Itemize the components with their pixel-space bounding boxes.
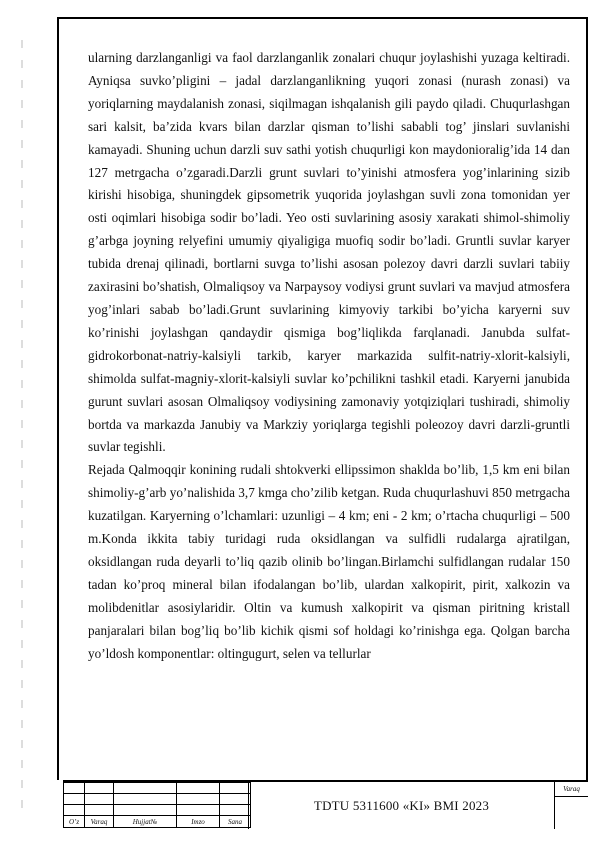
paragraph-2: Rejada Qalmoqqir konining rudali shtokverki ellipssimon shaklda bo’lib, 1,5 km eni bilan shimoliy-g’arb yo’nalishida 3,7 kmga cho’zilib ketgan. Ruda chuqurlashuvi 850 metrgacha kuzatilgan. Karyerning o’lchamlari: uzunligi – 4 km; eni - 2 km; o’rtacha chuqurligi – 500 m.Konda ikkita tabiy turidagi ruda oksidlangan va sulfidli rudalarga ajratilgan, oksidlangan ruda deyarli to’liq qazib olinib bo’lingan.Birlamchi sulfidlangan rudalar 150 tadan ko’proq mineral bilan ifodalangan bo’lib, ulardan xalkopirit, pirit, xalkozin va molibdenitlar asosiylaridir. Oltin va kumush xalkopirit va qisman piritning kristall panjaralari bilan bog’liq bo’lib kichik qismi sof holdagi ko’rinishga ega. Qolgan barcha yo’ldosh komponentlar: oltingugurt, selen va tellurlar [88, 462, 570, 661]
document-code-title: TDTU 5311600 «KI» BMI 2023 [248, 782, 555, 829]
binding-margin-dashes [0, 0, 40, 842]
label-varaq: Varaq [85, 816, 114, 828]
revision-table [63, 782, 251, 828]
sheet-number [555, 797, 588, 829]
sheet-label: Varaq [555, 782, 588, 797]
label-sana: Sana [220, 816, 251, 828]
sheet-number-box [555, 782, 588, 829]
label-oz: O’z [64, 816, 85, 828]
document-body [88, 47, 570, 665]
title-block [63, 780, 588, 829]
paragraph-1: ularning darzlanganligi va faol darzlanganlik zonalari chuqur joylashishi yuzaga keltiradi. Ayniqsa suvko’pligini – jadal darzlanganlikning yuqori zonasi (nurash zonasi) va yoriqlarning maydalanish zonasi, siqilmagan ishqalanish gili paydo qiladi. Chuqurlashgan sari kalsit, ba’zida kvars bilan darzlar qisman to’lishi sababli tog’ jinslari suvlanishi kamayadi. Shuning uchun darzli suv sathi yotish chuqurligi kon maydonioralig’ida 14 dan 127 metrgacha o’zgaradi.Darzli grunt suvlari to’yinishi atmosfera yog’inlarining sizib kirishi hisobiga, shuningdek gipsometrik yuqorida joylashgan suvli zona tomonidan yer osti oqimlari hisobiga sodir bo’ladi. Yeo osti suvlarining asosiy xarakati shimol-shimoliy g’arbga joyning relyefini umumiy qiyaligiga muofiq sodir bo’ladi. Gruntli suvlar karyer tubida drenaj qilinadi, bortlarni suvga to’lishi asosan polezoy davri darzli suvlari tabiiy zaxirasini bo’shatish, Olmaliqsoy va Narpaysoy vodiysi grunt suvlari va mavjud atmosfera yog’inlari sabab bo’ladi.Grunt suvlarining kimyoviy tarkibi bo’yicha karyerni suv ko’rinishi joylashgan qandaydir qismiga bog’liqlikda farqlanadi. Janubda sulfat-gidrokorbonat-natriy-kalsiyli tarkib, karyer markazida sulfit-natriy-xlorit-kalsiyli, shimolda sulfat-magniy-xlorit-kalsiyli suvlar ko’pchilikni tashkil etadi. Karyerni janubida gurunt suvlari asosan Olmaliqsoy vodiysining zamonaviy yotqiziqlari tushiradi, shimoliy bortda va markazda Janubiy va Markziy yoriqlarga tegishli poleozoy davri darzli-gruntli suvlar tegishli. [88, 50, 570, 455]
label-hujjat: Hujjat№ [114, 816, 177, 828]
label-imzo: Imzo [177, 816, 220, 828]
